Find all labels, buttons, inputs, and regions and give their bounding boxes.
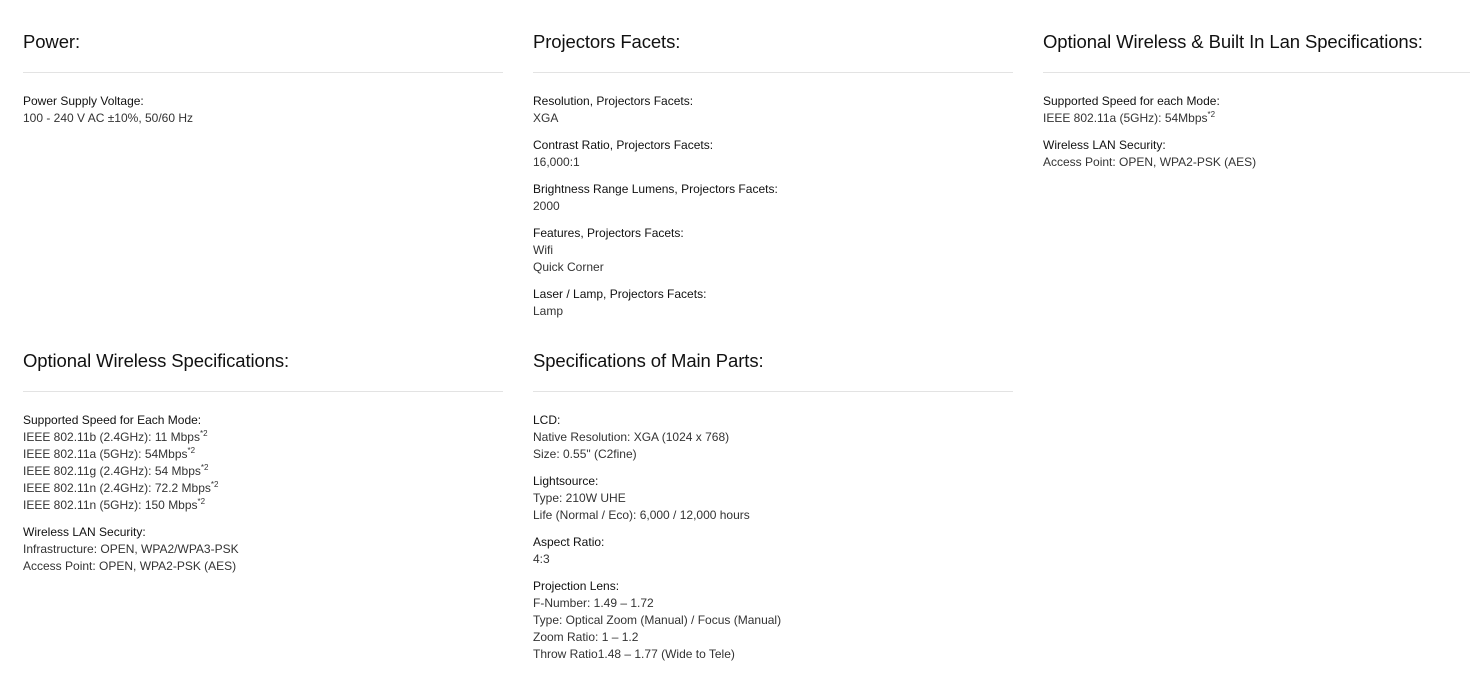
spec-value-text: Access Point: OPEN, WPA2-PSK (AES) xyxy=(1043,155,1257,169)
spec-label: LCD: xyxy=(533,413,561,427)
section-title: Specifications of Main Parts: xyxy=(533,350,764,371)
spec-value-text: Size: 0.55" (C2fine) xyxy=(533,447,637,461)
spec-value-text: Life (Normal / Eco): 6,000 / 12,000 hours xyxy=(533,508,750,522)
spec-value-text: 100 - 240 V AC ±10%, 50/60 Hz xyxy=(23,111,194,125)
section-main-parts xyxy=(533,350,1013,673)
spec-item xyxy=(533,181,1013,215)
spec-label: Brightness Range Lumens, Projectors Facets: xyxy=(533,182,778,196)
spec-value xyxy=(533,629,1013,646)
spec-value-text: IEEE 802.11n (5GHz): 150 Mbps xyxy=(23,498,198,512)
spec-value-text: Quick Corner xyxy=(533,260,604,274)
section-power xyxy=(23,31,503,137)
spec-value xyxy=(533,198,1013,215)
section-wireless-lan-specifications xyxy=(1043,31,1470,181)
spec-value-text: IEEE 802.11n (2.4GHz): 72.2 Mbps xyxy=(23,481,211,495)
spec-label: Projection Lens: xyxy=(533,579,620,593)
spec-value xyxy=(533,303,1013,320)
spec-value-text: Type: Optical Zoom (Manual) / Focus (Manual) xyxy=(533,613,782,627)
spec-item xyxy=(533,578,1013,663)
spec-value-text: Wifi xyxy=(533,243,553,257)
spec-label: Contrast Ratio, Projectors Facets: xyxy=(533,138,714,152)
spec-item xyxy=(533,225,1013,276)
footnote-marker: *2 xyxy=(200,463,209,472)
spec-label: Laser / Lamp, Projectors Facets: xyxy=(533,287,707,301)
spec-value xyxy=(23,110,503,127)
spec-item xyxy=(533,137,1013,171)
spec-item xyxy=(533,286,1013,320)
spec-item xyxy=(23,93,503,127)
spec-value xyxy=(23,558,503,575)
spec-item xyxy=(1043,137,1470,171)
spec-value xyxy=(533,646,1013,663)
spec-label: Supported Speed for each Mode: xyxy=(1043,94,1220,108)
divider xyxy=(23,391,503,392)
divider xyxy=(1043,72,1470,73)
spec-label: Lightsource: xyxy=(533,474,599,488)
footnote-marker: *2 xyxy=(197,497,206,506)
spec-value xyxy=(533,612,1013,629)
spec-value-text: Type: 210W UHE xyxy=(533,491,626,505)
spec-item xyxy=(533,412,1013,463)
spec-value xyxy=(533,429,1013,446)
spec-value xyxy=(533,242,1013,259)
section-wireless-specifications xyxy=(23,350,503,585)
spec-item xyxy=(533,534,1013,568)
spec-list xyxy=(533,412,1013,663)
spec-label: Power Supply Voltage: xyxy=(23,94,144,108)
spec-value xyxy=(533,507,1013,524)
spec-item xyxy=(533,93,1013,127)
spec-value-text: 16,000:1 xyxy=(533,155,580,169)
footnote-marker: *2 xyxy=(1207,110,1216,119)
spec-value xyxy=(1043,154,1470,171)
spec-value xyxy=(23,446,503,463)
section-title: Projectors Facets: xyxy=(533,31,681,52)
spec-label: Resolution, Projectors Facets: xyxy=(533,94,694,108)
spec-value-text: IEEE 802.11a (5GHz): 54Mbps xyxy=(1043,111,1208,125)
spec-value xyxy=(533,490,1013,507)
spec-value-text: Native Resolution: XGA (1024 x 768) xyxy=(533,430,730,444)
spec-value xyxy=(1043,110,1470,127)
spec-value-text: 2000 xyxy=(533,199,560,213)
spec-list xyxy=(23,412,503,575)
spec-value-text: IEEE 802.11g (2.4GHz): 54 Mbps xyxy=(23,464,201,478)
divider xyxy=(533,72,1013,73)
section-title: Optional Wireless & Built In Lan Specifications: xyxy=(1043,31,1423,52)
footnote-marker: *2 xyxy=(210,480,219,489)
spec-item xyxy=(1043,93,1470,127)
spec-label: Aspect Ratio: xyxy=(533,535,605,549)
spec-value-text: IEEE 802.11a (5GHz): 54Mbps xyxy=(23,447,188,461)
spec-label: Wireless LAN Security: xyxy=(1043,138,1166,152)
divider xyxy=(23,72,503,73)
spec-value-text: Lamp xyxy=(533,304,564,318)
spec-value xyxy=(533,595,1013,612)
spec-list xyxy=(533,93,1013,320)
divider xyxy=(533,391,1013,392)
spec-value xyxy=(533,446,1013,463)
footnote-marker: *2 xyxy=(199,429,208,438)
spec-value xyxy=(533,154,1013,171)
footnote-marker: *2 xyxy=(187,446,196,455)
spec-value xyxy=(533,259,1013,276)
spec-value-text: F-Number: 1.49 – 1.72 xyxy=(533,596,654,610)
spec-item xyxy=(23,524,503,575)
spec-item xyxy=(533,473,1013,524)
spec-value xyxy=(23,497,503,514)
spec-label: Features, Projectors Facets: xyxy=(533,226,684,240)
spec-value xyxy=(533,110,1013,127)
spec-value xyxy=(23,541,503,558)
spec-value xyxy=(533,551,1013,568)
spec-value-text: Access Point: OPEN, WPA2-PSK (AES) xyxy=(23,559,237,573)
spec-value-text: Throw Ratio1.48 – 1.77 (Wide to Tele) xyxy=(533,647,735,661)
spec-value-text: 4:3 xyxy=(533,552,550,566)
spec-value-text: Infrastructure: OPEN, WPA2/WPA3-PSK xyxy=(23,542,239,556)
spec-value xyxy=(23,429,503,446)
section-title: Optional Wireless Specifications: xyxy=(23,350,290,371)
spec-value-text: XGA xyxy=(533,111,559,125)
spec-value-text: Zoom Ratio: 1 – 1.2 xyxy=(533,630,639,644)
spec-label: Supported Speed for Each Mode: xyxy=(23,413,202,427)
spec-list xyxy=(1043,93,1470,171)
section-projectors-facets xyxy=(533,31,1013,330)
spec-label: Wireless LAN Security: xyxy=(23,525,146,539)
spec-value-text: IEEE 802.11b (2.4GHz): 11 Mbps xyxy=(23,430,200,444)
spec-list xyxy=(23,93,503,127)
section-title: Power: xyxy=(23,31,80,52)
spec-item xyxy=(23,412,503,514)
spec-value xyxy=(23,463,503,480)
spec-value xyxy=(23,480,503,497)
